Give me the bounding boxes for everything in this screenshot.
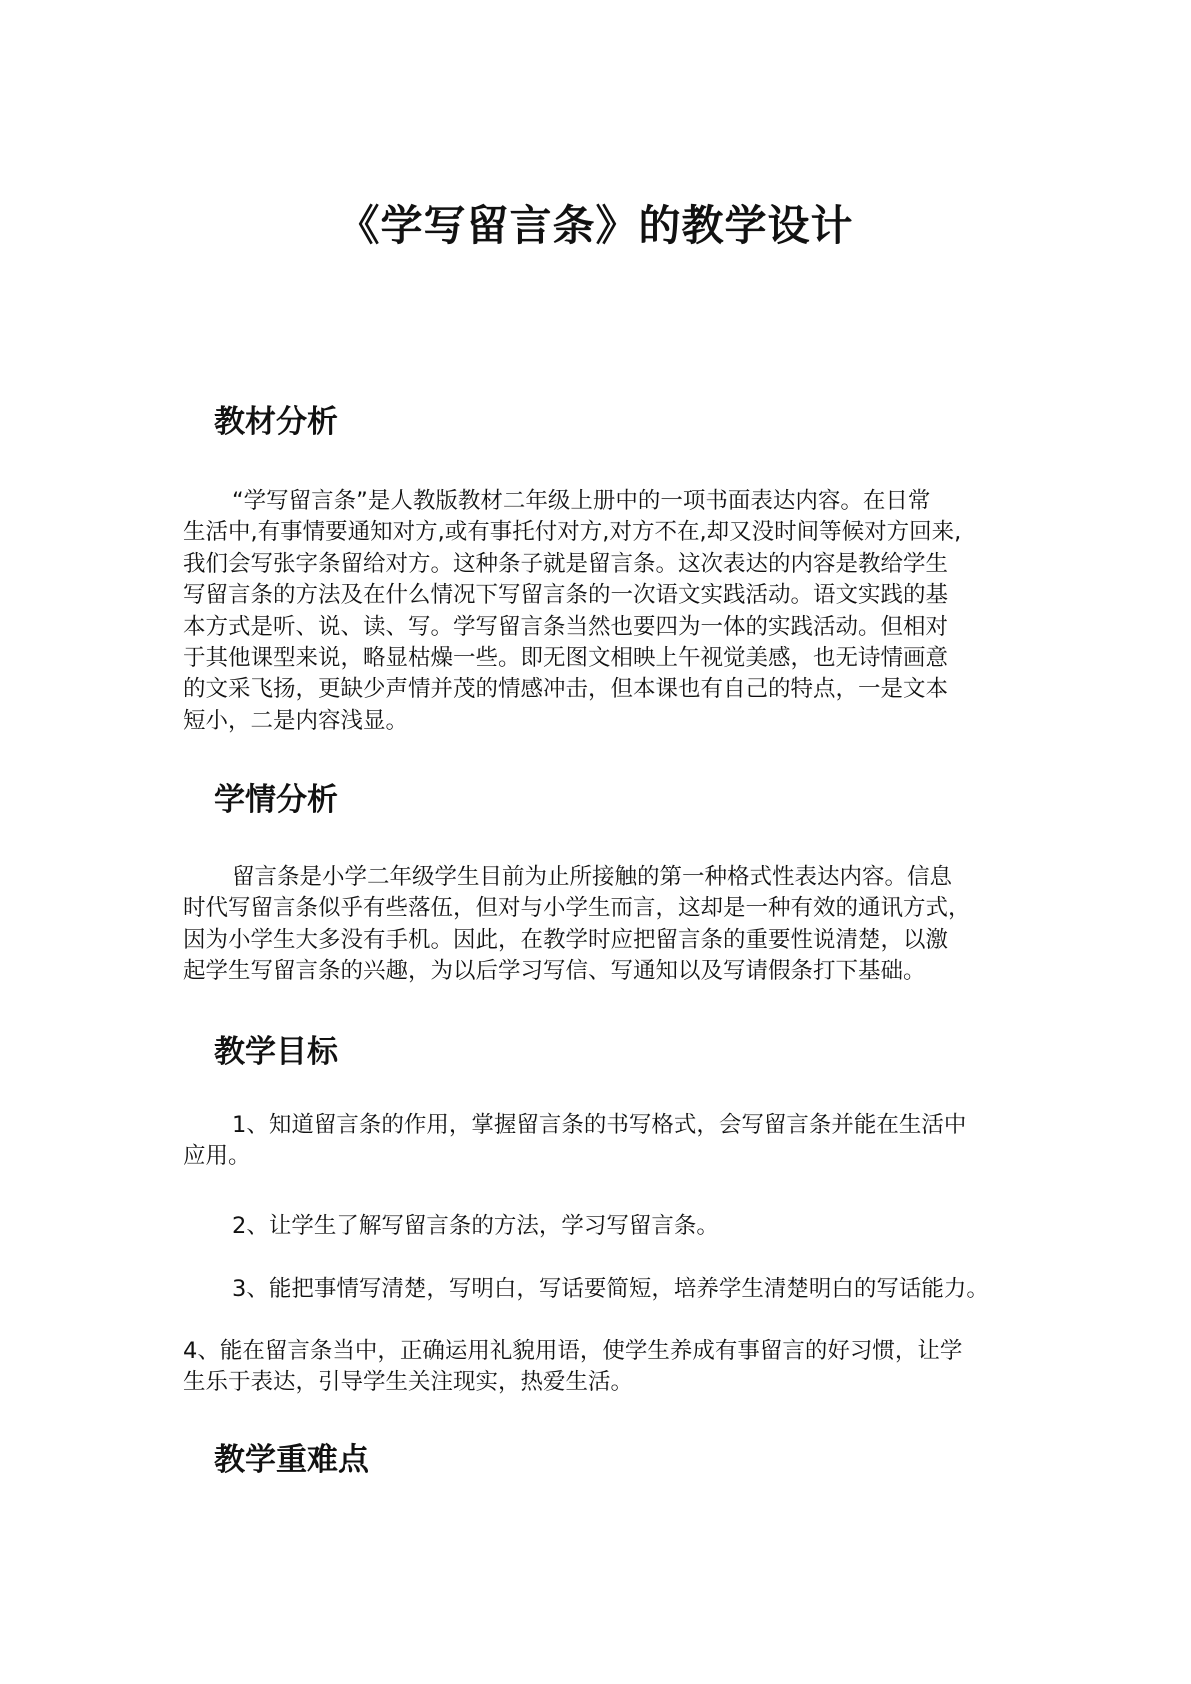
paragraph-line: 时代写留言条似乎有些落伍，但对与小学生而言，这却是一种有效的通讯方式，: [183, 895, 971, 922]
section-heading-key-difficulties: 教学重难点: [214, 1442, 369, 1478]
paragraph-line: 我们会写张字条留给对方。这种条子就是留言条。这次表达的内容是教给学生: [183, 550, 949, 577]
paragraph-line: “学写留言条”是人教版教材二年级上册中的一项书面表达内容。在日常: [232, 488, 931, 514]
paragraph-line: 写留言条的方法及在什么情况下写留言条的一次语文实践活动。语文实践的基: [183, 582, 949, 609]
goal-item-2: [183, 1211, 1018, 1242]
textbook-analysis-paragraph: [183, 486, 1018, 737]
goal-item-4: [183, 1336, 1018, 1399]
section-heading-textbook-analysis: 教材分析: [214, 404, 338, 440]
goal-line: 3、能把事情写清楚，写明白，写话要简短，培养学生清楚明白的写话能力。: [232, 1276, 989, 1302]
goal-item-1: [183, 1110, 1018, 1173]
paragraph-line: 短小，二是内容浅显。: [183, 707, 409, 734]
goal-line: 4、能在留言条当中，正确运用礼貌用语，使学生养成有事留言的好习惯，让学: [183, 1338, 963, 1364]
section-heading-learner-analysis: 学情分析: [214, 782, 338, 818]
section-heading-teaching-goals: 教学目标: [214, 1034, 338, 1070]
goal-line: 生乐于表达，引导学生关注现实，热爱生活。: [183, 1369, 634, 1396]
paragraph-line: 本方式是听、说、读、写。学写留言条当然也要四为一体的实践活动。但相对: [183, 613, 949, 640]
paragraph-line: 于其他课型来说，略显枯燥一些。即无图文相映上午视觉美感，也无诗情画意: [183, 645, 949, 672]
paragraph-line: 生活中,有事情要通知对方,或有事托付对方,对方不在,却又没时间等候对方回来,: [183, 519, 962, 546]
learner-analysis-paragraph: [183, 862, 1018, 988]
goal-line: 2、让学生了解写留言条的方法，学习写留言条。: [232, 1213, 719, 1239]
paragraph-line: 起学生写留言条的兴趣，为以后学习写信、写通知以及写请假条打下基础。: [183, 958, 926, 985]
goal-line: 1、知道留言条的作用，掌握留言条的书写格式，会写留言条并能在生活中: [232, 1112, 967, 1138]
goal-item-3: [183, 1274, 1018, 1305]
paragraph-line: 因为小学生大多没有手机。因此，在教学时应把留言条的重要性说清楚，以激: [183, 926, 949, 953]
goal-line: 应用。: [183, 1143, 251, 1170]
document-title: 《学写留言条》的教学设计: [337, 201, 854, 250]
paragraph-line: 的文采飞扬，更缺少声情并茂的情感冲击，但本课也有自己的特点，一是文本: [183, 676, 949, 703]
paragraph-line: 留言条是小学二年级学生目前为止所接触的第一种格式性表达内容。信息: [232, 864, 953, 890]
